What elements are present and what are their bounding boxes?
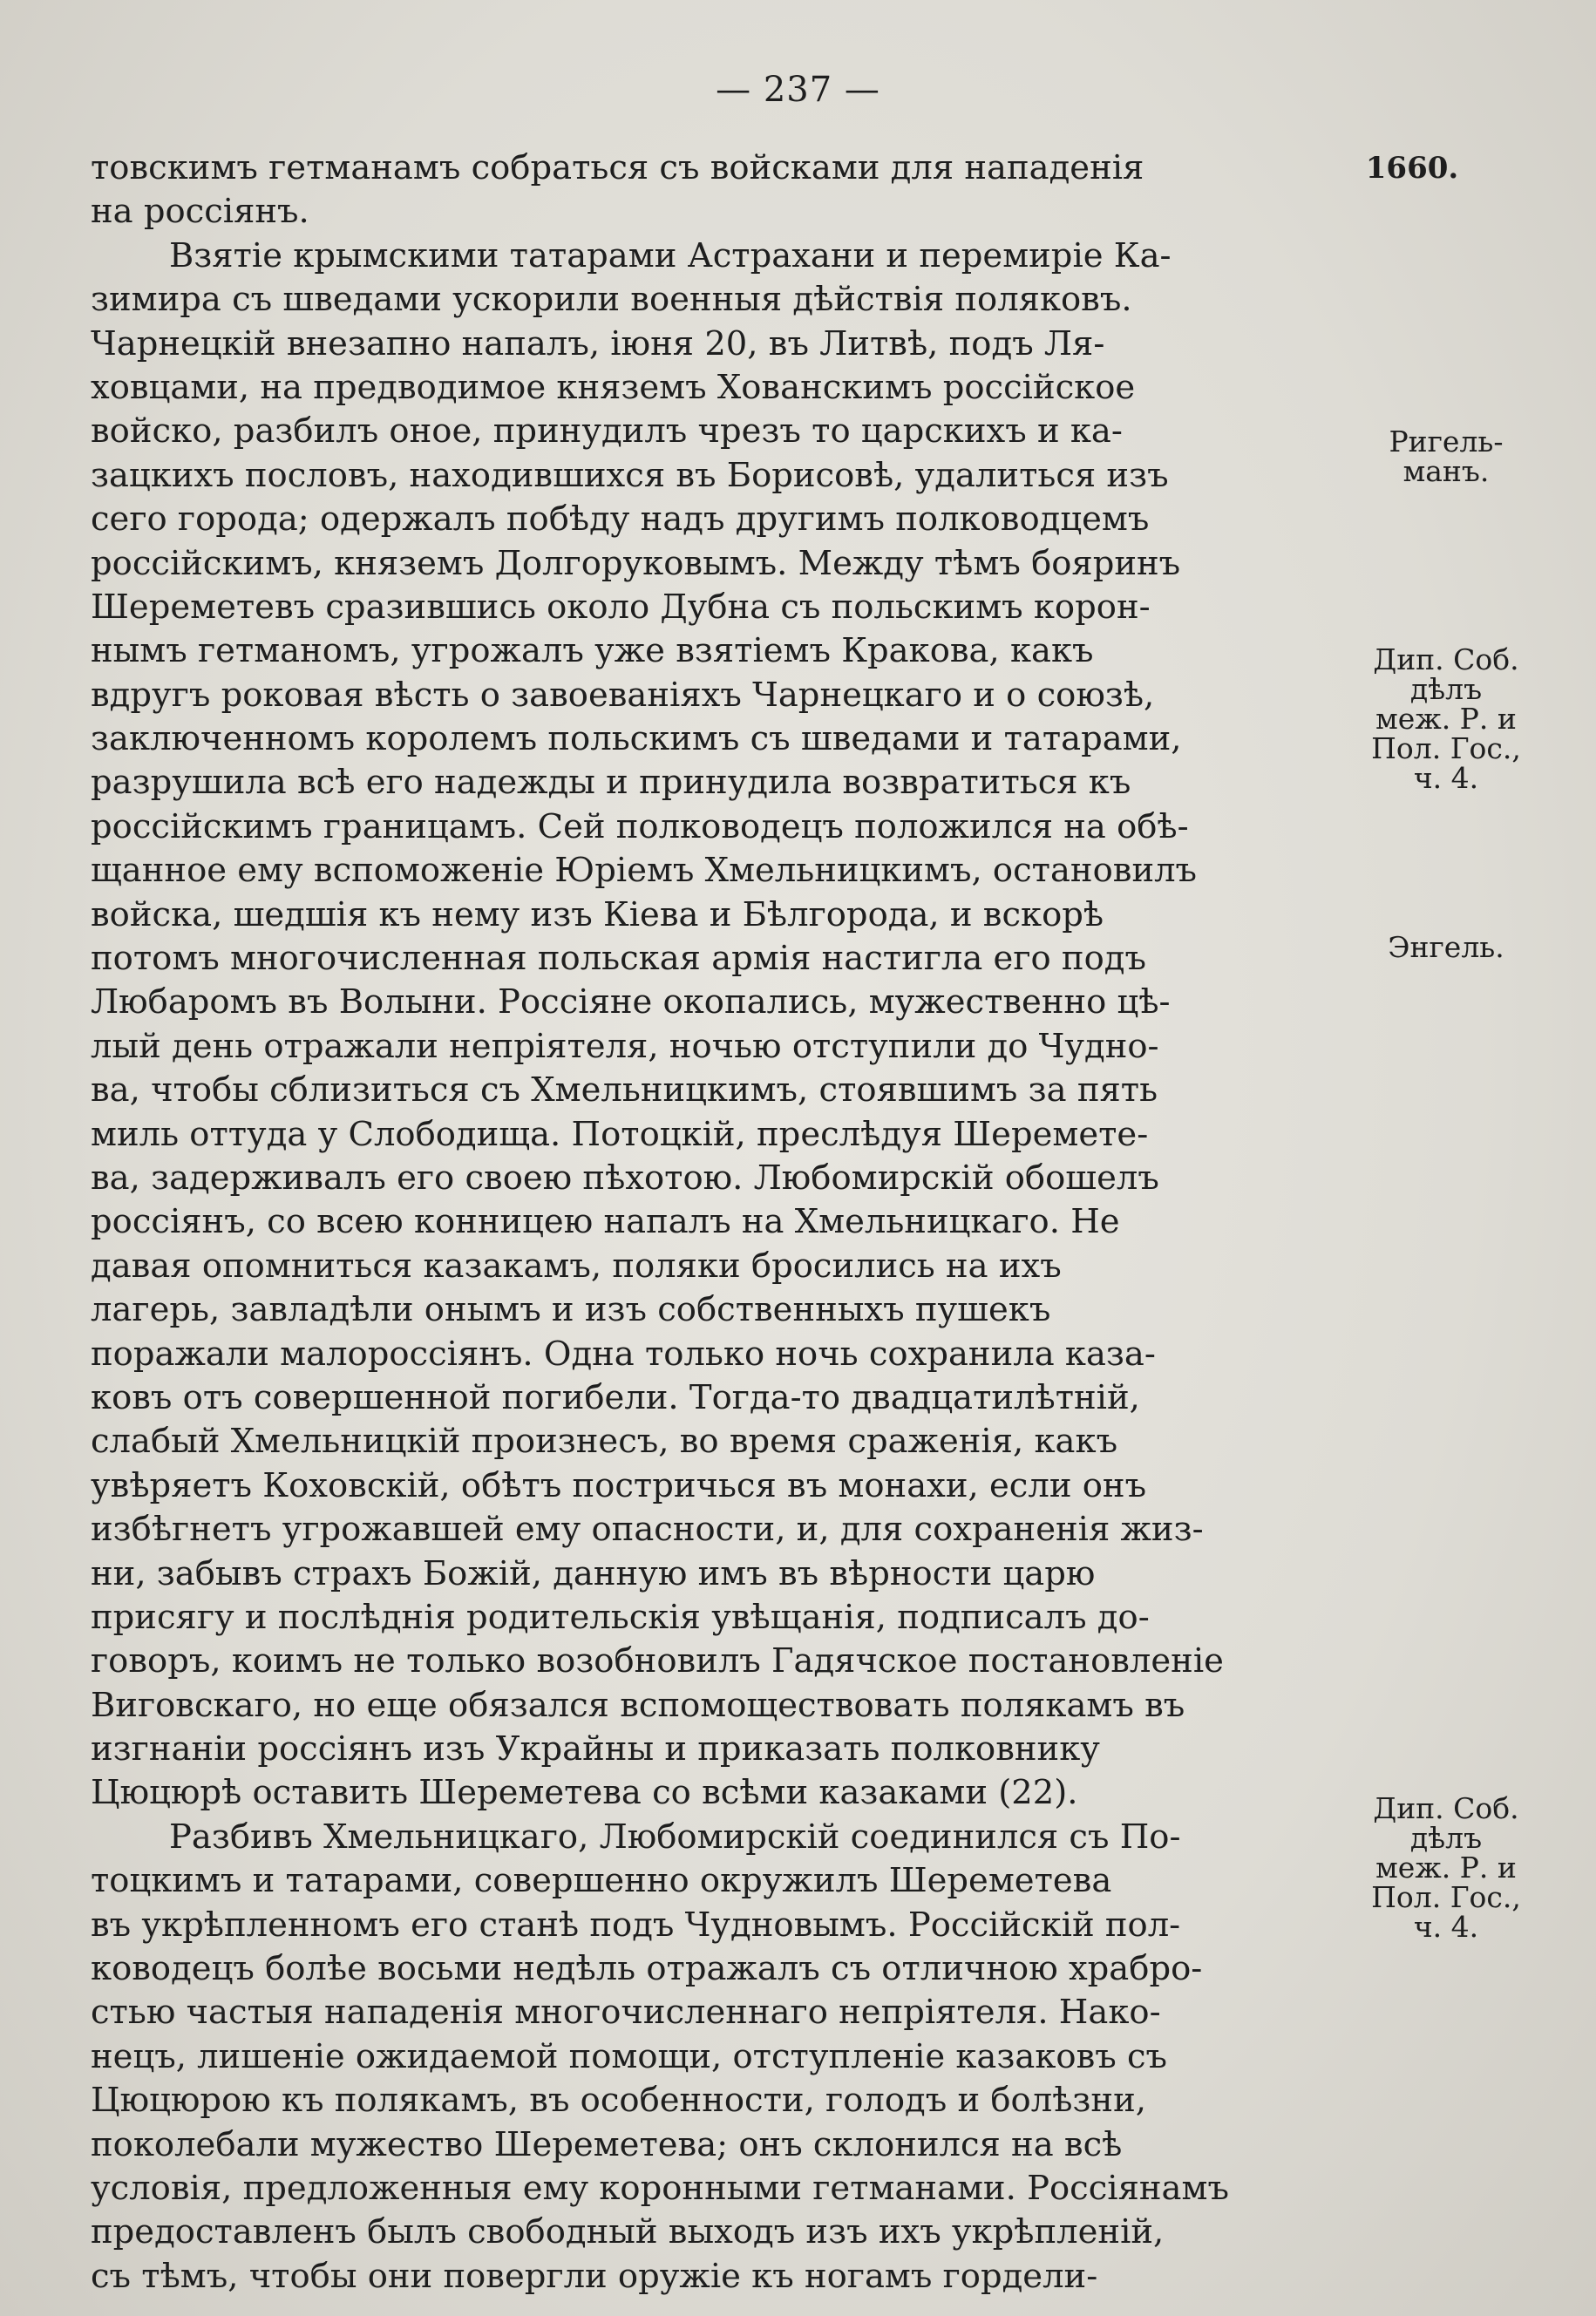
text-line: нымъ гетманомъ, угрожалъ уже взятіемъ Кракова, какъ xyxy=(91,631,1094,671)
margin-note-dip-sob-1 xyxy=(1302,642,1590,795)
text-line: присягу и послѣднія родительскія увѣщанія, подписалъ до- xyxy=(91,1597,1150,1637)
text-line: поколебали мужество Шереметева; онъ склонился на всѣ xyxy=(91,2124,1123,2164)
text-line: поражали малороссіянъ. Одна только ночь сохранила каза- xyxy=(91,1334,1156,1374)
text-line: ва, задерживалъ его своею пѣхотою. Любомирскій обошелъ xyxy=(91,1158,1159,1198)
text-line: потомъ многочисленная польская армія настигла его подъ xyxy=(91,939,1146,979)
margin-note-dip-sob-2 xyxy=(1302,1791,1590,1944)
text-line: нецъ, лишеніе ожидаемой помощи, отступленіе казаковъ съ xyxy=(91,2036,1168,2076)
text-line: ховцами, на предводимое княземъ Хованскимъ россійское xyxy=(91,367,1136,407)
text-line: ководецъ болѣе восьми недѣль отражалъ съ отличною храбро- xyxy=(91,1949,1203,1989)
text-line: заключенномъ королемъ польскимъ съ шведами и татарами, xyxy=(91,719,1182,759)
text-line: Цюцюрою къ полякамъ, въ особенности, голодъ и болѣзни, xyxy=(91,2081,1146,2121)
text-line: товскимъ гетманамъ собраться съ войсками для нападенія xyxy=(91,148,1144,187)
body-text xyxy=(91,146,1297,2299)
margin-note-line: меж. Р. и xyxy=(1375,1851,1517,1885)
margin-note-year: 1660. xyxy=(1365,151,1459,186)
text-line: ковъ отъ совершенной погибели. Тогда-то двадцатилѣтній, xyxy=(91,1377,1140,1417)
text-line: войско, разбилъ оное, принудилъ чрезъ то царскихъ и ка- xyxy=(91,411,1123,452)
text-line: ва, чтобы сблизиться съ Хмельницкимъ, стоявшимъ за пять xyxy=(91,1070,1158,1110)
text-line: зимира съ шведами ускорили военныя дѣйствія поляковъ. xyxy=(91,280,1132,320)
text-line: лый день отражали непріятеля, ночью отступили до Чудно- xyxy=(91,1026,1159,1066)
margin-note-line: Дип. Соб. xyxy=(1373,1791,1519,1825)
text-line: увѣряетъ Коховскій, обѣтъ постричься въ монахи, если онъ xyxy=(91,1465,1147,1505)
text-line: стью частыя нападенія многочисленнаго непріятеля. Нако- xyxy=(91,1993,1161,2033)
margin-note-line: ч. 4. xyxy=(1413,761,1479,795)
text-line: зацкихъ пословъ, находившихся въ Борисовѣ, удалиться изъ xyxy=(91,455,1169,495)
text-line: условія, предложенныя ему коронными гетманами. Россіянамъ xyxy=(91,2168,1229,2208)
text-line: вдругъ роковая вѣсть о завоеваніяхъ Чарнецкаго и о союзѣ, xyxy=(91,675,1155,715)
text-line: Любаромъ въ Волыни. Россіяне окопались, мужественно цѣ- xyxy=(91,982,1171,1022)
page-number: — 237 — xyxy=(716,70,880,110)
margin-note-line: Пол. Гос., xyxy=(1371,1880,1521,1914)
text-line: россіянъ, со всею конницею напалъ на Хмельницкаго. Не xyxy=(91,1202,1120,1242)
text-line: Чарнецкій внезапно напалъ, іюня 20, въ Литвѣ, подъ Ля- xyxy=(91,323,1105,363)
paragraph-start-line: Взятіе крымскими татарами Астрахани и перемиріе Ка- xyxy=(169,235,1172,275)
text-line: съ тѣмъ, чтобы они повергли оружіе къ ногамъ гордели- xyxy=(91,2256,1098,2296)
margin-note-line: Энгель. xyxy=(1388,930,1504,964)
text-line: говоръ, коимъ не только возобновилъ Гадячское постановленіе xyxy=(91,1641,1224,1681)
text-line: лагерь, завладѣли онымъ и изъ собственныхъ пушекъ xyxy=(91,1290,1051,1330)
text-line: изгнаніи россіянъ изъ Украйны и приказать полковнику xyxy=(91,1729,1100,1769)
margin-note-line: манъ. xyxy=(1402,454,1490,488)
margin-note-rigelman xyxy=(1302,424,1590,488)
margin-note-engel xyxy=(1302,930,1590,964)
text-line: на россіянъ. xyxy=(91,192,309,232)
text-line: сего города; одержалъ побѣду надъ другимъ полководцемъ xyxy=(91,499,1150,540)
text-line: Виговскаго, но еще обязался вспомоществовать полякамъ въ xyxy=(91,1685,1185,1725)
paragraph-start-line: Разбивъ Хмельницкаго, Любомирскій соединился съ По- xyxy=(169,1817,1181,1857)
text-line: войска, шедшія къ нему изъ Кіева и Бѣлгорода, и вскорѣ xyxy=(91,894,1104,934)
text-line: давая опомниться казакамъ, поляки бросились на ихъ xyxy=(91,1246,1062,1286)
text-line: россійскимъ границамъ. Сей полководецъ положился на обѣ- xyxy=(91,806,1189,846)
text-line: предоставленъ былъ свободный выходъ изъ ихъ укрѣпленій, xyxy=(91,2212,1165,2252)
text-line: тоцкимъ и татарами, совершенно окружилъ Шереметева xyxy=(91,1861,1112,1901)
text-line: разрушила всѣ его надежды и принудила возвратиться къ xyxy=(91,763,1131,803)
text-line: россійскимъ, княземъ Долгоруковымъ. Между тѣмъ бояринъ xyxy=(91,543,1181,583)
margin-note-line: меж. Р. и xyxy=(1375,702,1517,736)
text-line: щанное ему вспоможеніе Юріемъ Хмельницкимъ, остановилъ xyxy=(91,851,1198,891)
margin-note-line: Пол. Гос., xyxy=(1371,731,1521,765)
margin-note-line: дѣлъ xyxy=(1409,1821,1483,1855)
margin-note-line: ч. 4. xyxy=(1413,1910,1479,1944)
text-line: ни, забывъ страхъ Божій, данную имъ въ вѣрности царю xyxy=(91,1553,1096,1593)
margin-note-line: дѣлъ xyxy=(1409,672,1483,706)
text-line: избѣгнетъ угрожавшей ему опасности, и, для сохраненія жиз- xyxy=(91,1510,1204,1550)
margin-note-line: Дип. Соб. xyxy=(1373,642,1519,676)
text-line: миль оттуда у Слободища. Потоцкій, преслѣдуя Шереметe- xyxy=(91,1114,1149,1154)
text-line: слабый Хмельницкій произнесъ, во время сраженія, какъ xyxy=(91,1422,1118,1462)
text-line: въ укрѣпленномъ его станѣ подъ Чудновымъ. Россійскій пол- xyxy=(91,1905,1181,1945)
text-line: Цюцюрѣ оставить Шереметева со всѣми казаками (22). xyxy=(91,1773,1078,1813)
text-line: Шереметевъ сразившись около Дубна съ польскимъ корон- xyxy=(91,587,1151,627)
margin-note-line: Ригель- xyxy=(1389,424,1504,458)
